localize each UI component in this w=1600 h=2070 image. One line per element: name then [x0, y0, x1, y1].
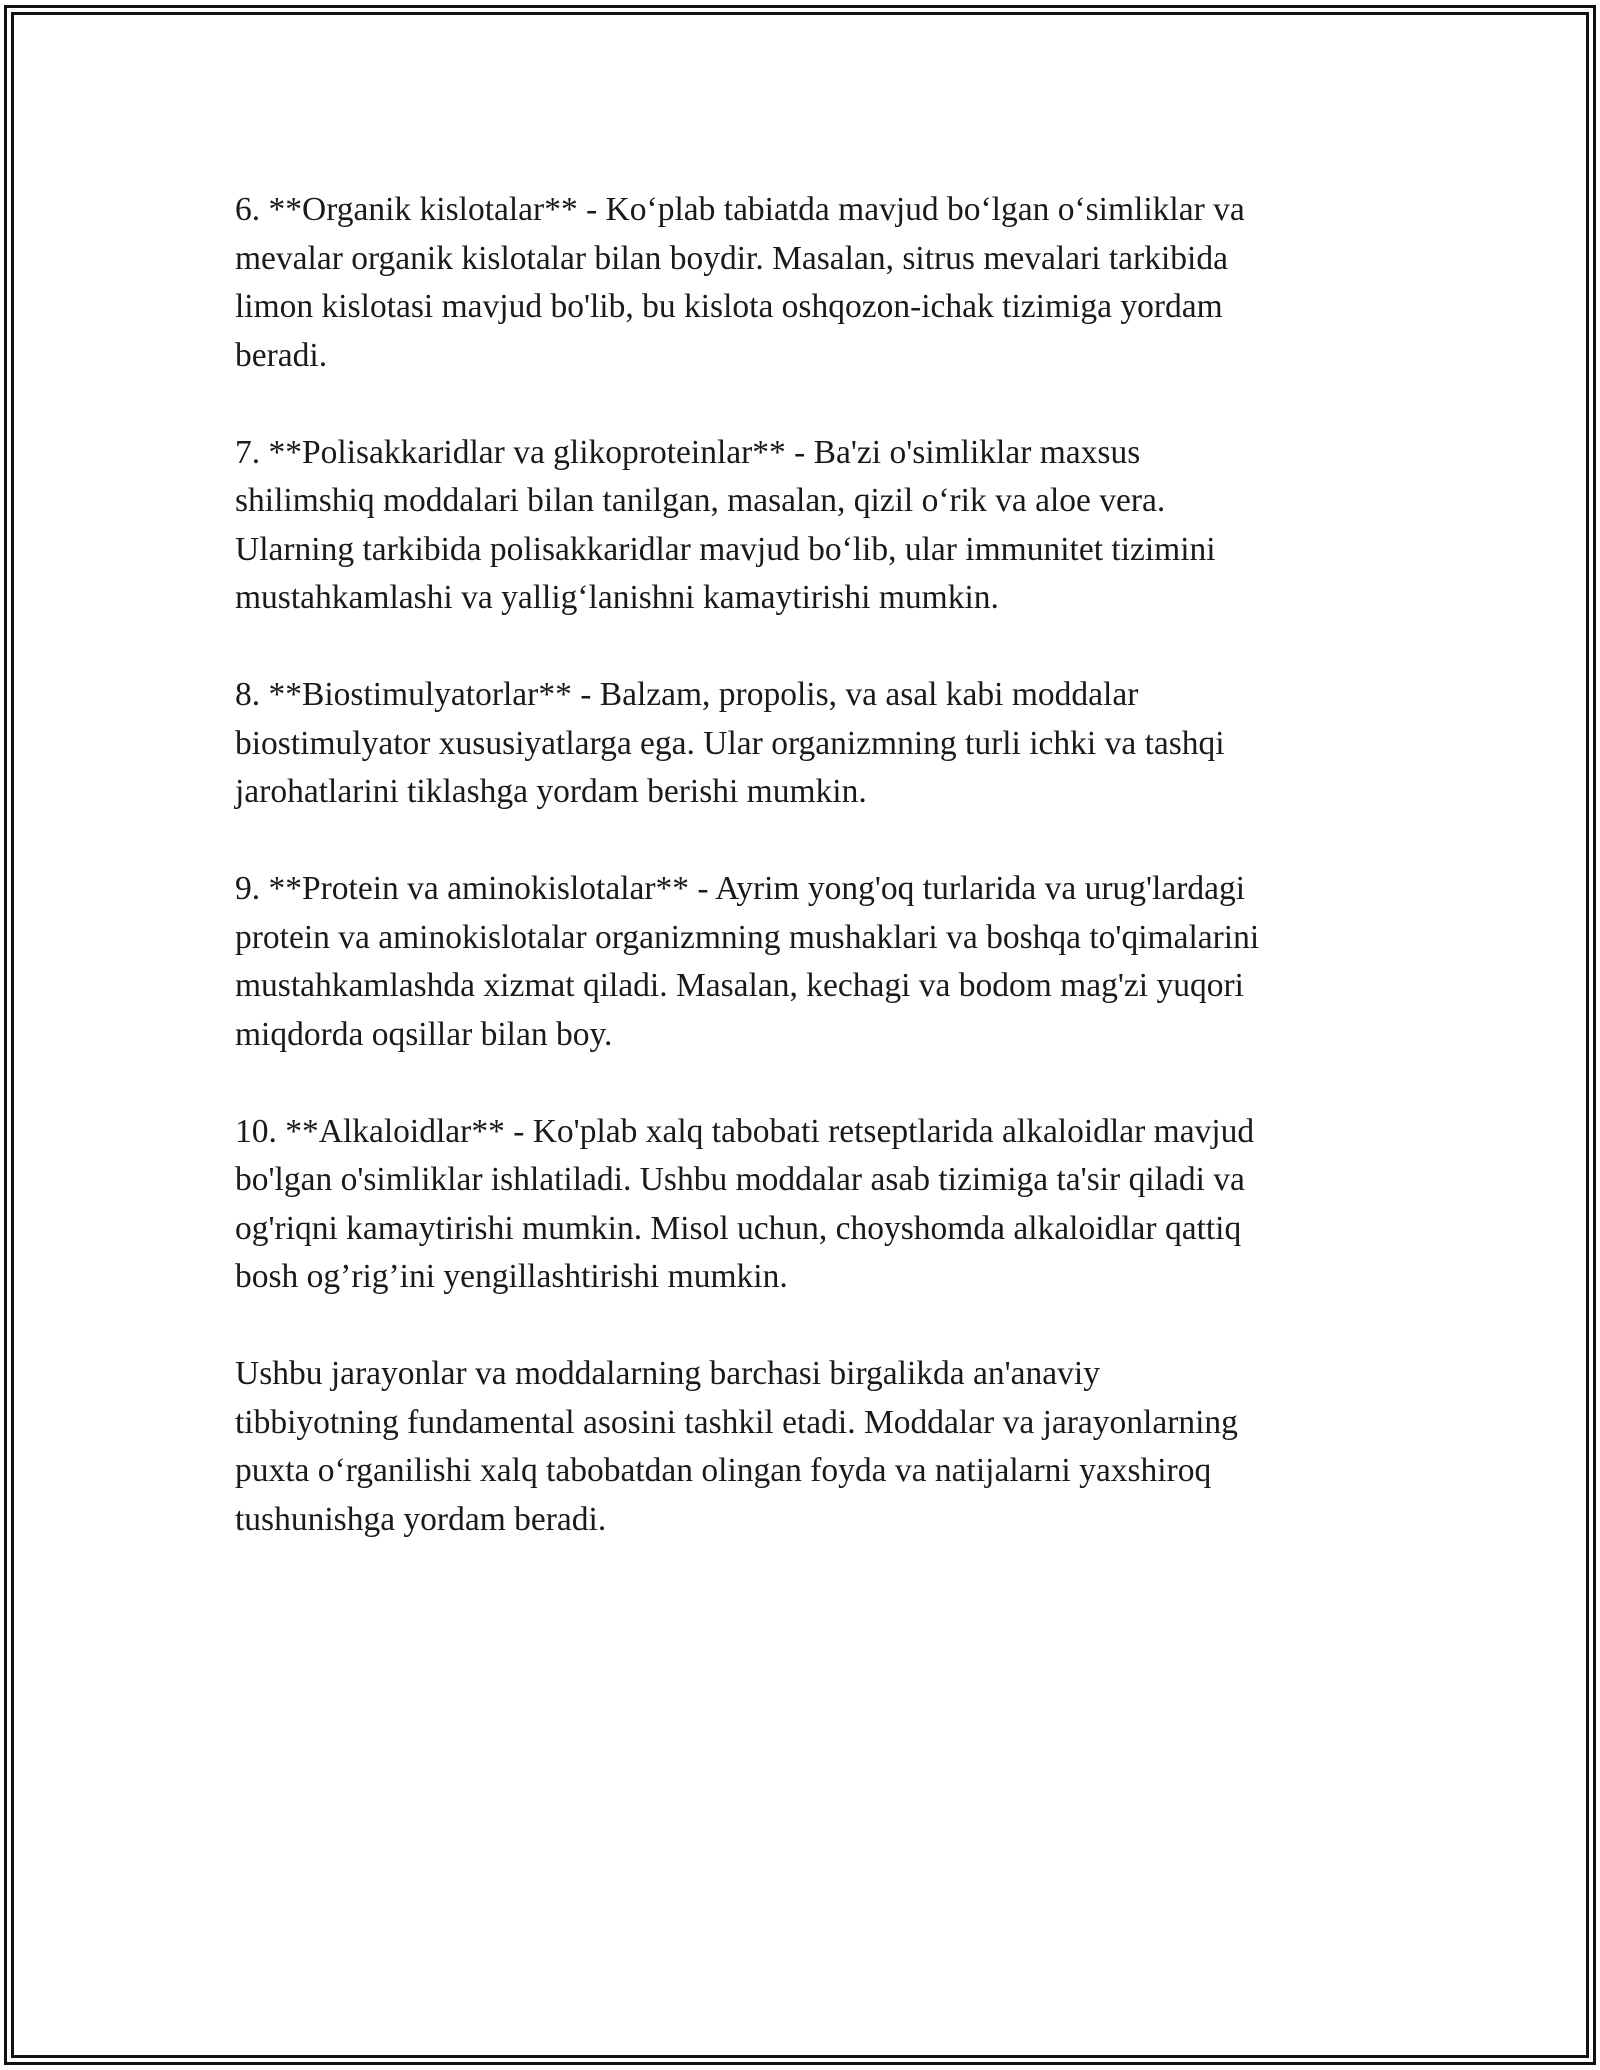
paragraph-organic-acids	[235, 186, 1375, 380]
paragraph-line: tushunishga yordam beradi.	[235, 1500, 607, 1538]
paragraph-line: biostimulyator xususiyatlarga ega. Ular organizmning turli ichki va tashqi	[235, 724, 1225, 762]
paragraph-alkaloids	[235, 1108, 1375, 1302]
paragraph-line: mustahkamlashi va yallig‘lanishni kamaytirishi mumkin.	[235, 579, 999, 616]
paragraph-line: limon kislotasi mavjud bo'lib, bu kislota oshqozon-ichak tizimiga yordam	[235, 288, 1223, 325]
paragraph-line: 8. **Biostimulyatorlar** - Balzam, propolis, va asal kabi moddalar	[235, 676, 1139, 713]
paragraph-polysaccharides	[235, 429, 1375, 623]
paragraph-line: puxta o‘rganilishi xalq tabobatdan olingan foyda va natijalarni yaxshiroq	[235, 1452, 1212, 1489]
paragraph-line: og'riqni kamaytirishi mumkin. Misol uchun, choyshomda alkaloidlar qattiq	[235, 1209, 1242, 1247]
paragraph-conclusion	[235, 1350, 1375, 1544]
paragraph-line: beradi.	[235, 336, 328, 374]
paragraph-line: Ularning tarkibida polisakkaridlar mavjud bo‘lib, ular immunitet tizimini	[235, 530, 1216, 568]
paragraph-line: protein va aminokislotalar organizmning mushaklari va boshqa to'qimalarini	[235, 918, 1260, 956]
paragraph-line: 10. **Alkaloidlar** - Ko'plab xalq tabobati retseptlarida alkaloidlar mavjud	[235, 1112, 1255, 1150]
paragraph-line: bosh og’rig’ini yengillashtirishi mumkin.	[235, 1258, 788, 1295]
paragraph-line: 6. **Organik kislotalar** - Ko‘plab tabiatda mavjud bo‘lgan o‘simliklar va	[235, 191, 1245, 228]
paragraph-line: miqdorda oqsillar bilan boy.	[235, 1015, 613, 1053]
paragraph-proteins	[235, 865, 1375, 1059]
paragraph-line: mevalar organik kislotalar bilan boydir. Masalan, sitrus mevalari tarkibida	[235, 239, 1228, 277]
document-body	[235, 186, 1375, 1593]
paragraph-line: tibbiyotning fundamental asosini tashkil etadi. Moddalar va jarayonlarning	[235, 1403, 1238, 1441]
paragraph-line: 7. **Polisakkaridlar va glikoproteinlar** - Ba'zi o'simliklar maxsus	[235, 433, 1141, 471]
paragraph-line: 9. **Protein va aminokislotalar** - Ayrim yong'oq turlarida va urug'lardagi	[235, 870, 1246, 907]
paragraph-line: Ushbu jarayonlar va moddalarning barchasi birgalikda an'anaviy	[235, 1355, 1100, 1392]
paragraph-line: jarohatlarini tiklashga yordam berishi mumkin.	[235, 773, 867, 810]
paragraph-biostimulators	[235, 671, 1375, 817]
paragraph-line: mustahkamlashda xizmat qiladi. Masalan, kechagi va bodom mag'zi yuqori	[235, 967, 1244, 1004]
paragraph-line: bo'lgan o'simliklar ishlatiladi. Ushbu moddalar asab tizimiga ta'sir qiladi va	[235, 1161, 1245, 1198]
paragraph-line: shilimshiq moddalari bilan tanilgan, masalan, qizil o‘rik va aloe vera.	[235, 482, 1166, 519]
